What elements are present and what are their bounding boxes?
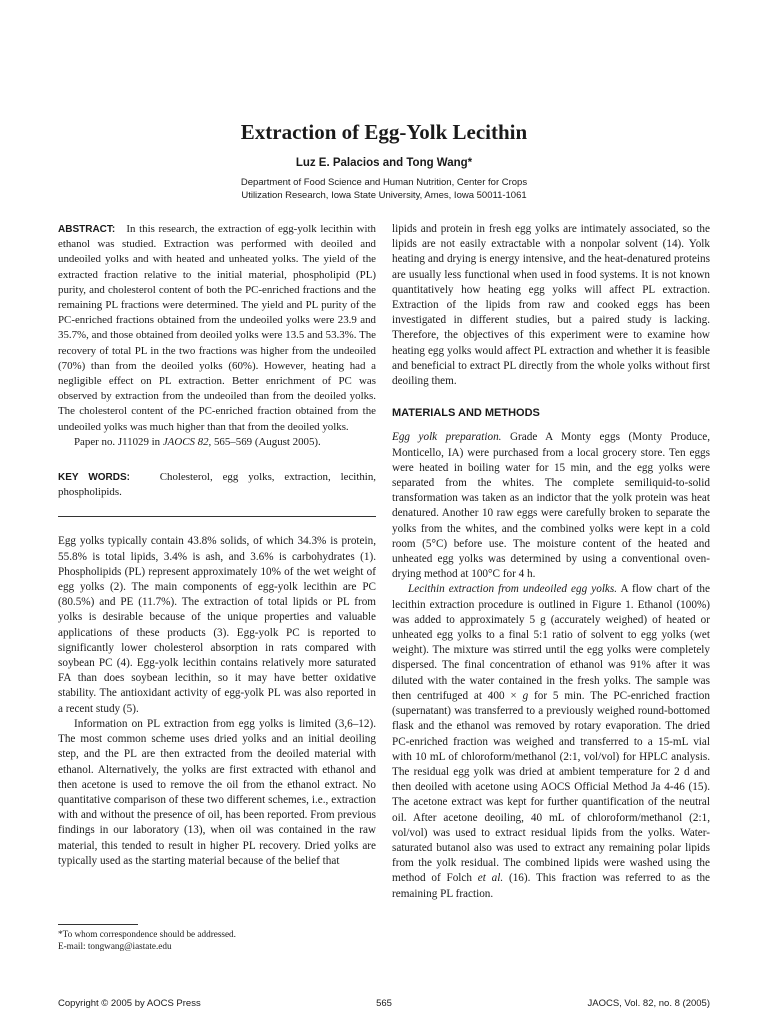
intro-paragraph-1: Egg yolks typically contain 43.8% solids, of which 34.3% is protein, 55.8% is total lipids, 3.4% is ash, and 3.6% is carbohydrates (1). Phospholipids (PL) represent approximately 10% of the wet weight of egg yolks (2). The main components of egg-yolk lecithin are PC (80.5%) and PE (11.7%). The extraction of total lipids or PL from yolks is desirable because of the unique properties and valuable applications of these products (3). Egg-yolk PC is reported to significantly lower cholesterol absorption in rats compared with soybean PC (4). Egg-yolk lecithin contains relatively more saturated FA than does soybean lecithin, so it may have better oxidative stability. The antioxidant activity of egg-yolk PL was also reported in a recent study (5). [58, 535, 376, 715]
page-title: Extraction of Egg-Yolk Lecithin [240, 120, 528, 144]
keywords [58, 470, 376, 500]
footer-page-number: 565 [376, 998, 392, 1009]
methods-paragraph-2-text-a: A flow chart of the lecithin extraction procedure is outlined in Figure 1. Ethanol (100%) was added to approximately 5 g (accurately weighed) of heated or unheated egg yolks to a final 5:1 ratio of solvent to egg yolks (wet weight). The mixture was stirred until the egg yolks were completely dispersed. The final concentration of ethanol was 91% after it was diluted with the water contained in the fresh yolks. The sample was then centrifuged at 400 × [392, 583, 710, 702]
abstract [58, 222, 376, 435]
abstract-label: ABSTRACT: [58, 224, 116, 235]
footnote-correspondence: *To whom correspondence should be addressed. [58, 929, 236, 939]
intro-paragraph-3: lipids and protein in fresh egg yolks are intimately associated, so the lipids are not easily extractable with a nonpolar solvent (14). Yolk heating and drying is energy intensive, and the heat-denatured proteins are usually less functional when used in food systems. It is not known quantitatively how heating egg yolks will affect PL extraction. Extraction of the lipids from raw and cooked eggs has been investigated in different studies, but a paired study is lacking. Therefore, the objectives of this experiment were to examine how heating egg yolks would affect PL extraction and whether it is feasible and beneficial to extract PL directly from the whole yolks without first deoiling them. [392, 223, 710, 388]
footnote [58, 928, 376, 952]
et-al: et al. [477, 872, 504, 885]
footer-journal: JAOCS, Vol. 82, no. 8 (2005) [587, 998, 710, 1009]
methods-paragraph-1-text: Grade A Monty eggs (Monty Produce, Monticello, IA) were purchased from a local grocery store. Ten eggs were heated in boiling water for 15 min, and the egg yolks were separated from the whites. The complete semiliquid-to-solid transformation was taken as an indictor that the yolk protein was heat denatured. Another 10 raw eggs were carefully broken to separate the yolks from the whites, and the combined yolks were kept in a cold room (5°C) before use. The moisture content of the heated and unheated egg yolks was determined by using a conventional oven-drying method at 100°C for 4 h. [392, 431, 710, 581]
affiliation-line-2: Utilization Research, Iowa State University, Ames, Iowa 50011-1061 [241, 190, 527, 201]
footnote-divider [58, 924, 138, 925]
paper-number-suffix: 565–569 (August 2005). [211, 435, 321, 448]
keywords-label: KEY WORDS: [58, 472, 131, 484]
keywords-text: Cholesterol, egg yolks, extraction, lecithin, phospholipids. [58, 471, 376, 499]
affiliation [0, 176, 768, 202]
abstract-divider [58, 516, 376, 517]
paper-number [58, 435, 376, 450]
left-column [58, 222, 376, 869]
abstract-text: In this research, the extraction of egg-yolk lecithin with ethanol was studied. Extraction was performed with deoiled and undeoiled yolks and with heated and unheated yolks. The yield of the extracted fraction relative to the initial material, phospholipid (PL) purity, and cholesterol content of both the PC-enriched fractions and the remaining PL fractions were determined. The yield and PL purity of the PC-enriched fractions obtained from the undeoiled yolks were 23.9 and 35.7%, and those obtained from deoiled yolks were 13.5 and 53.3%. The recovery of total PL in the two fractions was higher from the undeoiled (70%) than from the deoiled yolks (60%). However, heating had a negligible effect on PL extraction. Better enrichment of PC was observed by extraction from the undeoiled than from the deoiled yolks. The cholesterol content of the PC-enriched fraction obtained from the undeoiled yolks was much higher than that from the deoiled yolks. [58, 223, 376, 433]
affiliation-line-1: Department of Food Science and Human Nutrition, Center for Crops [240, 177, 528, 188]
paper-number-journal: JAOCS 82, [162, 435, 212, 448]
methods-paragraph-2 [392, 582, 710, 901]
authors: Luz E. Palacios and Tong Wang* [295, 157, 473, 169]
right-column [392, 222, 710, 902]
footer-copyright: Copyright © 2005 by AOCS Press [58, 998, 201, 1009]
subheading-lecithin-extraction: Lecithin extraction from undeoiled egg yolks. [408, 583, 618, 596]
methods-paragraph-2-text-c: (16). This fraction was referred to as the remaining PL fraction. [392, 872, 710, 900]
methods-paragraph-1 [392, 430, 710, 582]
intro-paragraph-2: Information on PL extraction from egg yolks is limited (3,6–12). The most common scheme uses dried yolks and an initial deoiling step, and the PL are then extracted from the deoiled material with ethanol. Alternatively, the yolks are first extracted with ethanol and then acetone is used to remove the oil from the ethanol extract. No quantitative comparison of these two different schemes, i.e., extraction with and without the presence of oil, has been reported. From previous findings in our laboratory (13), when oil was contained in the raw material, this tended to result in higher PL recovery. Dried yolks are typically used as the starting material because of the belief that [58, 717, 376, 867]
gravity-symbol: g [522, 689, 529, 702]
section-heading-methods: MATERIALS AND METHODS [392, 407, 540, 420]
footnote-email: E-mail: tongwang@iastate.edu [58, 941, 172, 951]
paper-number-prefix: Paper no. J11029 in [74, 435, 163, 448]
methods-paragraph-2-text-b: for 5 min. The PC-enriched fraction (supernatant) was transferred to a previously weighed round-bottomed flask and the ethanol was removed by rotary evaporation. The dried PC-enriched fraction was weighed and transferred to a 15-mL vial with 10 mL of chloroform/methanol (2:1, vol/vol) for HPLC analysis. The residual egg yolk was dried at ambient temperature for 2 d and then deoiled with acetone using AOCS Official Method Ja 4-46 (15). The acetone extract was kept for further quantification of the neutral oil. After acetone deoiling, 40 mL of chloroform/methanol (2:1, vol/vol) was used to extract residual lipids from the yolks. Water-saturated butanol also was used to extract any remaining polar lipids from the yolk residual. The combined lipids were washed using the method of Folch [392, 689, 710, 885]
subheading-egg-yolk-prep: Egg yolk preparation. [392, 431, 502, 444]
